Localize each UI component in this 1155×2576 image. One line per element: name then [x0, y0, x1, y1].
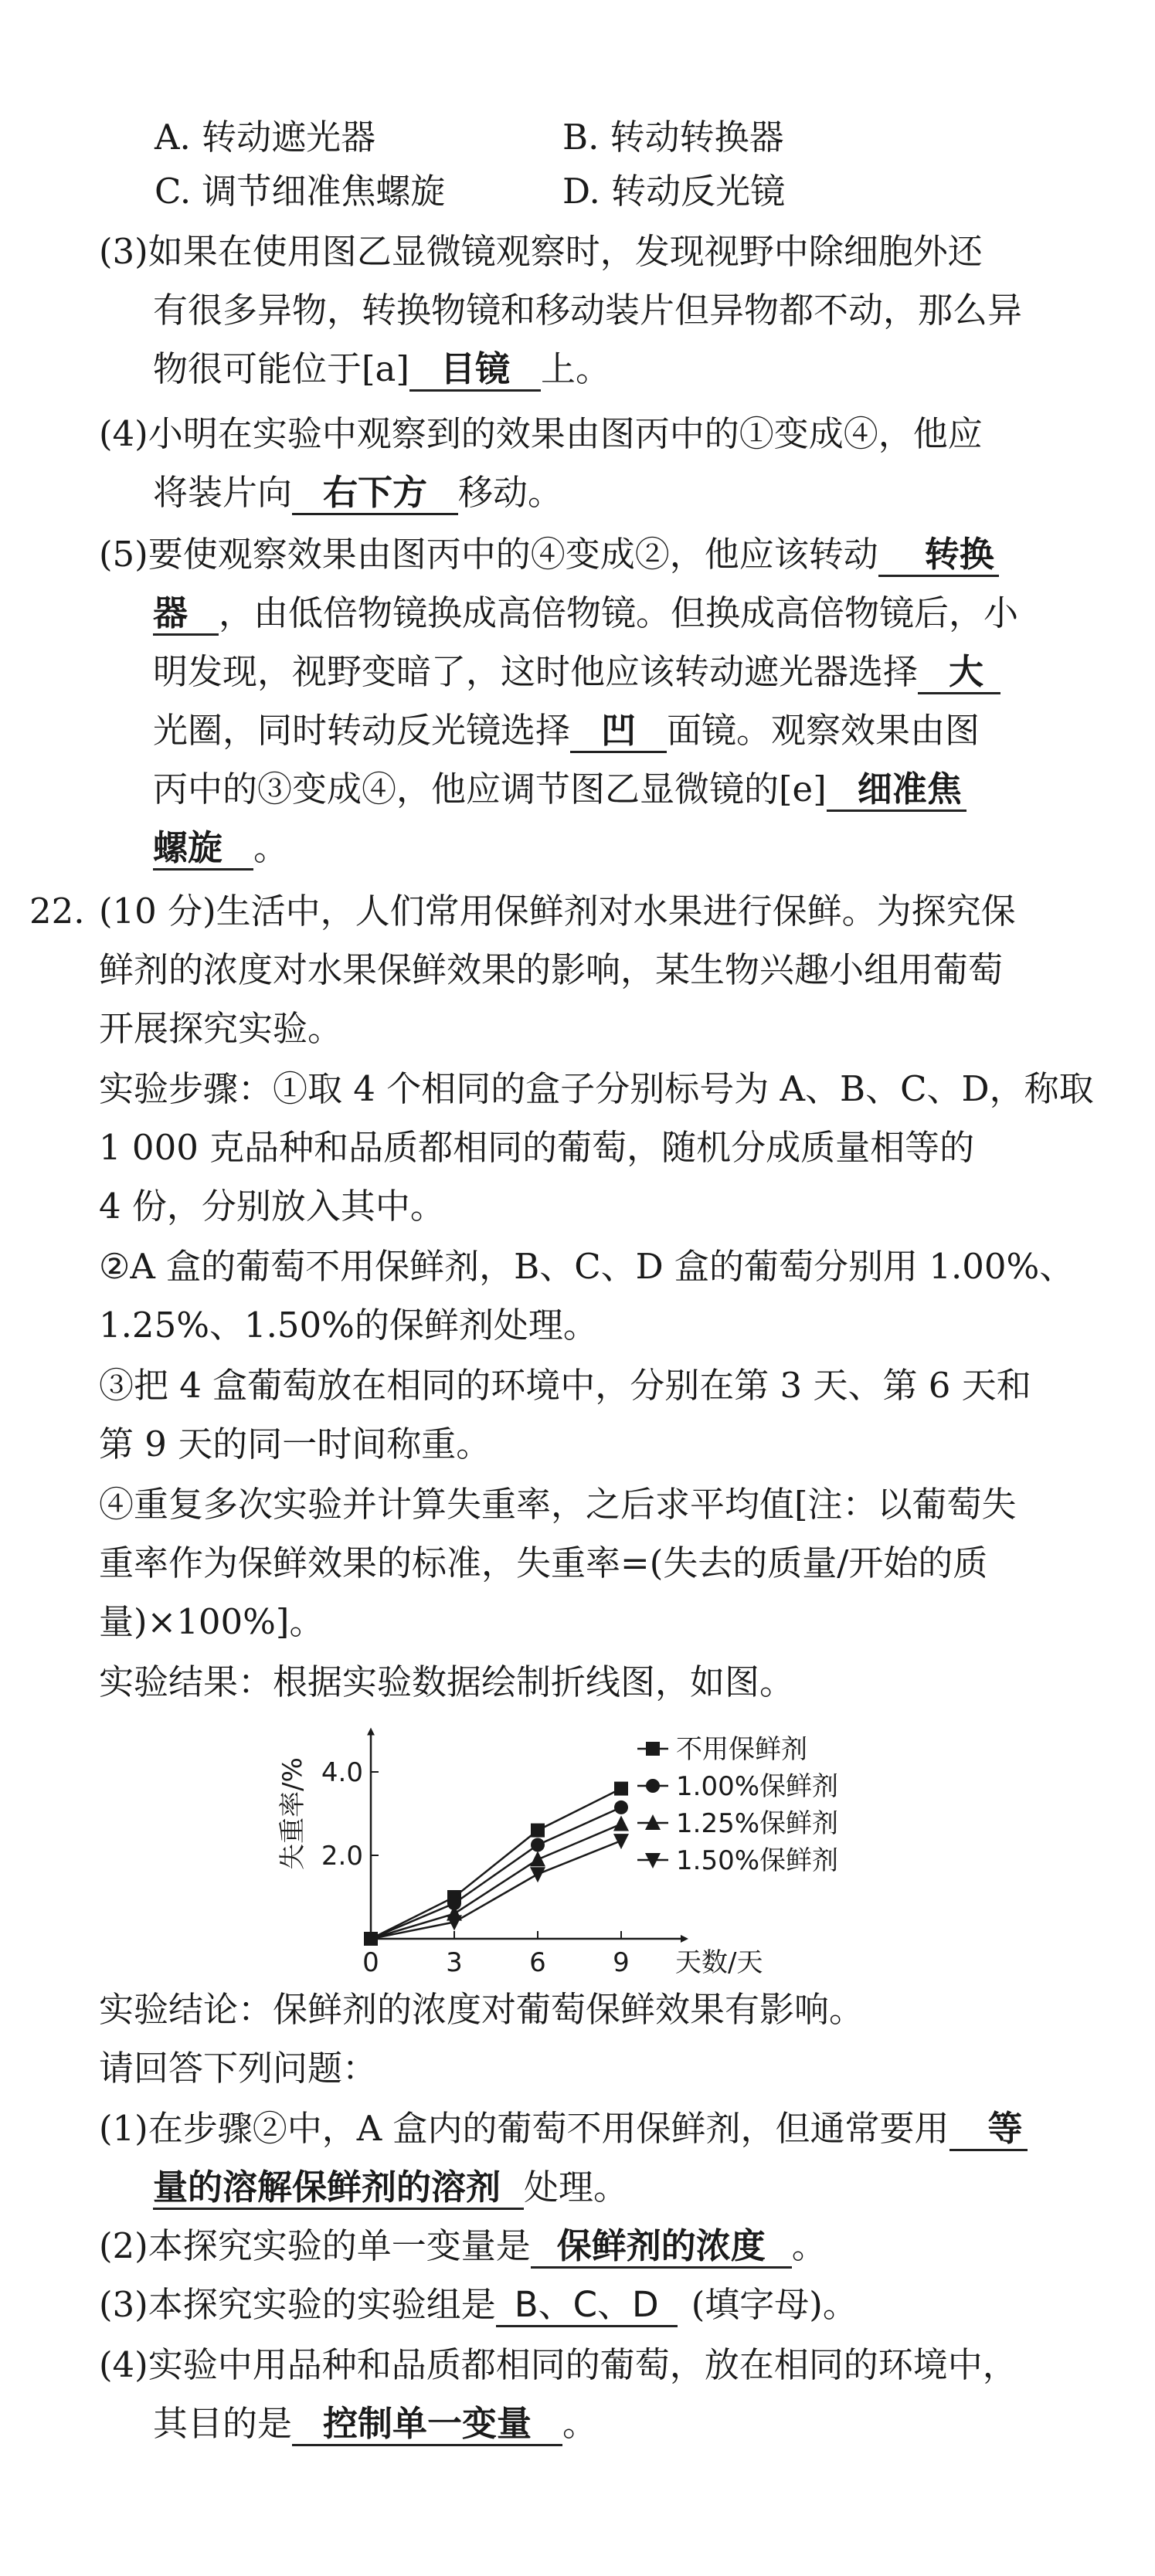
q22-conclusion: 实验结论：保鲜剂的浓度对葡萄保鲜效果有影响。: [99, 1989, 865, 2030]
q21-3-line2: 有很多异物，转换物镜和移动装片但异物都不动，那么异: [153, 290, 1023, 331]
q21-3-answer: 目镜: [409, 348, 541, 392]
q21-4-answer: 右下方: [292, 472, 458, 515]
q21-4-text: 将装片向: [153, 472, 293, 513]
y-axis-label: 失重率/%: [277, 1757, 308, 1870]
q22-step3-line1: ③把 4 盒葡萄放在相同的环境中，分别在第 3 天、第 6 天和: [99, 1365, 1031, 1406]
option-b: B. 转动转换器: [562, 117, 784, 158]
q21-4-line1: (4)小明在实验中观察到的效果由图丙中的①变成④，他应: [99, 413, 983, 454]
legend-label: 不用保鲜剂: [676, 1734, 807, 1765]
q21-5-line6: [153, 825, 288, 871]
legend-label: 1.00%保鲜剂: [676, 1771, 839, 1802]
q22-step3-line2: 第 9 天的同一时间称重。: [99, 1424, 491, 1464]
q22-a4-line1: (4)实验中用品种和品质都相同的葡萄，放在相同的环境中，: [99, 2344, 1017, 2385]
q22-a2-text: (2)本探究实验的单一变量是: [99, 2225, 531, 2266]
q22-step2-line2: 1.25%、1.50%的保鲜剂处理。: [99, 1305, 598, 1346]
q22-result: 实验结果：根据实验数据绘制折线图，如图。: [99, 1661, 795, 1702]
q22-a1-text: (1)在步骤②中，A 盒内的葡萄不用保鲜剂，但通常要用: [99, 2108, 949, 2149]
q22-step4-line1: ④重复多次实验并计算失重率，之后求平均值[注：以葡萄失: [99, 1484, 1017, 1525]
q22-a2: [99, 2223, 827, 2269]
x-tick-label: 3: [446, 1947, 463, 1978]
q21-5-answer1b: 器: [153, 592, 219, 636]
legend-marker: [646, 1742, 660, 1756]
q21-3-text: 物很可能位于[a]: [153, 348, 409, 389]
q22-a4-answer: 控制单一变量: [292, 2403, 562, 2446]
q22-a3-tail: (填字母)。: [691, 2284, 858, 2325]
q21-5-answer4a: 细准焦: [827, 769, 966, 812]
data-point: [531, 1838, 545, 1852]
q21-5-line1: [99, 531, 999, 578]
q22-step1-line2: 1 000 克品种和品质都相同的葡萄，随机分成质量相等的: [99, 1127, 975, 1168]
y-tick-label: 2.0: [321, 1841, 363, 1872]
q22-a4-tail: 。: [562, 2403, 598, 2444]
option-d: D. 转动反光镜: [562, 171, 786, 212]
data-point: [531, 1824, 545, 1838]
q22-a3-answer: B、C、D: [496, 2284, 678, 2327]
data-point: [614, 1800, 628, 1814]
q21-5-text4b: 面镜。观察效果由图: [667, 710, 980, 751]
q22-prompt: 请回答下列问题：: [99, 2048, 378, 2089]
q22-step1-line3: 4 份，分别放入其中。: [99, 1186, 445, 1227]
series-line-3: [371, 1824, 621, 1940]
q21-5-text2: ，由低倍物镜换成高倍物镜。但换成高倍物镜后，小: [219, 592, 1019, 633]
q21-5-line5: [153, 766, 966, 813]
q21-5-answer1a: 转换: [878, 534, 999, 577]
q21-5-tail: 。: [253, 827, 289, 868]
data-point: [530, 1851, 545, 1866]
q21-3-line1: (3)如果在使用图乙显微镜观察时，发现视野中除细胞外还: [99, 231, 983, 272]
q22-a3-text: (3)本探究实验的实验组是: [99, 2284, 496, 2325]
q22-a1-answer-b: 量的溶解保鲜剂的溶剂: [153, 2167, 524, 2210]
q22-a4-line2: [153, 2401, 597, 2447]
q22-intro-line2: 鲜剂的浓度对水果保鲜效果的影响，某生物兴趣小组用葡萄: [99, 949, 1004, 990]
q21-5-text3: 明发现，视野变暗了，这时他应该转动遮光器选择: [153, 651, 919, 692]
q22-a1-line2: [153, 2164, 628, 2211]
q21-4-tail: 移动。: [458, 472, 563, 513]
q22-a4-text: 其目的是: [153, 2403, 293, 2444]
q22-intro-line3: 开展探究实验。: [99, 1008, 343, 1049]
data-point: [613, 1834, 629, 1849]
q22-step1-line1: 实验步骤：①取 4 个相同的盒子分别标号为 A、B、C、D，称取: [99, 1068, 1094, 1109]
q21-5-line4: [153, 708, 980, 754]
q22-step4-line3: 量)×100%]。: [99, 1601, 324, 1642]
data-point: [613, 1816, 629, 1831]
q21-5-text4: 光圈，同时转动反光镜选择: [153, 710, 571, 751]
q22-number: 22.: [29, 891, 85, 932]
series-line-1: [371, 1789, 621, 1939]
x-tick-label: 9: [613, 1947, 630, 1978]
q21-5-answer4b: 螺旋: [153, 827, 253, 871]
option-a: A. 转动遮光器: [155, 117, 376, 158]
weight-loss-line-chart: [277, 1699, 966, 1985]
legend-label: 1.50%保鲜剂: [676, 1845, 839, 1876]
q22-step4-line2: 重率作为保鲜效果的标准，失重率=(失去的质量/开始的质: [99, 1543, 988, 1583]
q21-5-line2: [153, 590, 1018, 636]
q22-intro-line1: (10 分)生活中，人们常用保鲜剂对水果进行保鲜。为探究保: [99, 891, 1016, 932]
q22-a2-tail: 。: [791, 2225, 827, 2266]
q21-3-tail: 上。: [540, 348, 610, 389]
q22-a1-line1: [99, 2106, 1028, 2152]
q22-a1-answer-a: 等: [949, 2108, 1028, 2151]
q21-5-line3: [153, 649, 1000, 695]
option-c: C. 调节细准焦螺旋: [155, 171, 446, 212]
q21-5-text1: (5)要使观察效果由图丙中的④变成②，他应该转动: [99, 534, 878, 575]
q21-5-text5: 丙中的③变成④，他应调节图乙显微镜的[e]: [153, 769, 827, 809]
y-tick-label: 4.0: [321, 1757, 363, 1788]
data-point: [614, 1782, 628, 1796]
legend-marker: [646, 1779, 660, 1793]
x-axis-label: 天数/天: [675, 1947, 763, 1978]
q21-4-line2: [153, 470, 562, 516]
q21-5-answer3: 凹: [570, 710, 667, 753]
x-tick-label: 6: [529, 1947, 546, 1978]
series-line-4: [371, 1841, 621, 1939]
q22-a1-tail: 处理。: [524, 2167, 629, 2208]
q22-a2-answer: 保鲜剂的浓度: [531, 2225, 792, 2269]
q21-3-line3: [153, 346, 610, 392]
data-point: [530, 1867, 545, 1882]
q22-a3: [99, 2282, 858, 2328]
legend-label: 1.25%保鲜剂: [676, 1808, 839, 1839]
x-tick-label: 0: [362, 1947, 379, 1978]
q21-5-answer2: 大: [918, 651, 1000, 694]
q22-step2-line1: ②A 盒的葡萄不用保鲜剂，B、C、D 盒的葡萄分别用 1.00%、: [99, 1246, 1075, 1287]
